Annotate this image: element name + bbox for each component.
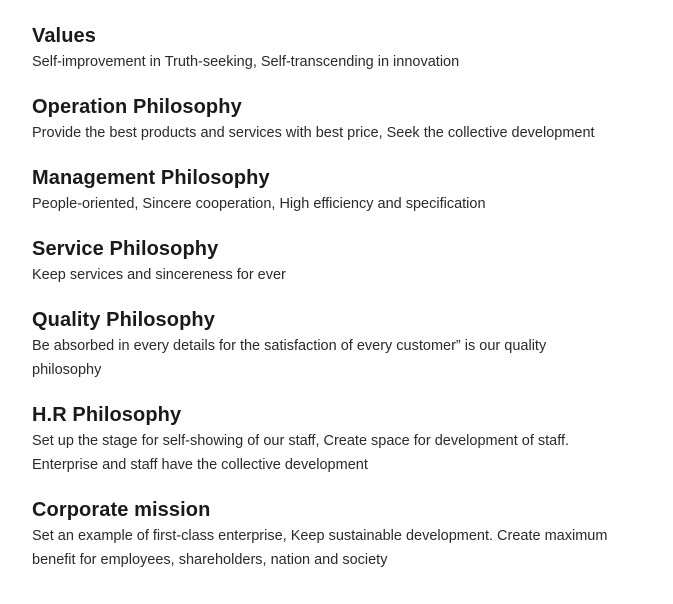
section-title: Values	[32, 25, 96, 47]
section-hr-philosophy	[32, 401, 662, 477]
section-body: Provide the best products and services with best price, Seek the collective development	[32, 125, 595, 141]
section-values	[32, 22, 662, 74]
document-content	[32, 22, 662, 591]
section-quality-philosophy	[32, 306, 662, 382]
section-title: Service Philosophy	[32, 238, 219, 260]
section-body: Set an example of first-class enterprise, Keep sustainable development. Create maximum benefit for employees, shareholders, nation and society	[32, 528, 608, 568]
section-body: Be absorbed in every details for the satisfaction of every customer” is our quality philosophy	[32, 338, 547, 378]
section-title: Quality Philosophy	[32, 309, 215, 331]
section-body: Self-improvement in Truth-seeking, Self-transcending in innovation	[32, 54, 460, 70]
section-operation-philosophy	[32, 93, 662, 145]
section-corporate-mission	[32, 496, 662, 572]
section-body: People-oriented, Sincere cooperation, High efficiency and specification	[32, 196, 486, 212]
section-service-philosophy	[32, 235, 662, 287]
section-title: Management Philosophy	[32, 167, 270, 189]
section-title: H.R Philosophy	[32, 404, 182, 426]
section-title: Corporate mission	[32, 499, 211, 521]
section-body: Keep services and sincereness for ever	[32, 267, 286, 283]
section-body: Set up the stage for self-showing of our staff, Create space for development of staff. Enterprise and staff have the collective development	[32, 433, 570, 473]
section-title: Operation Philosophy	[32, 96, 242, 118]
section-management-philosophy	[32, 164, 662, 216]
